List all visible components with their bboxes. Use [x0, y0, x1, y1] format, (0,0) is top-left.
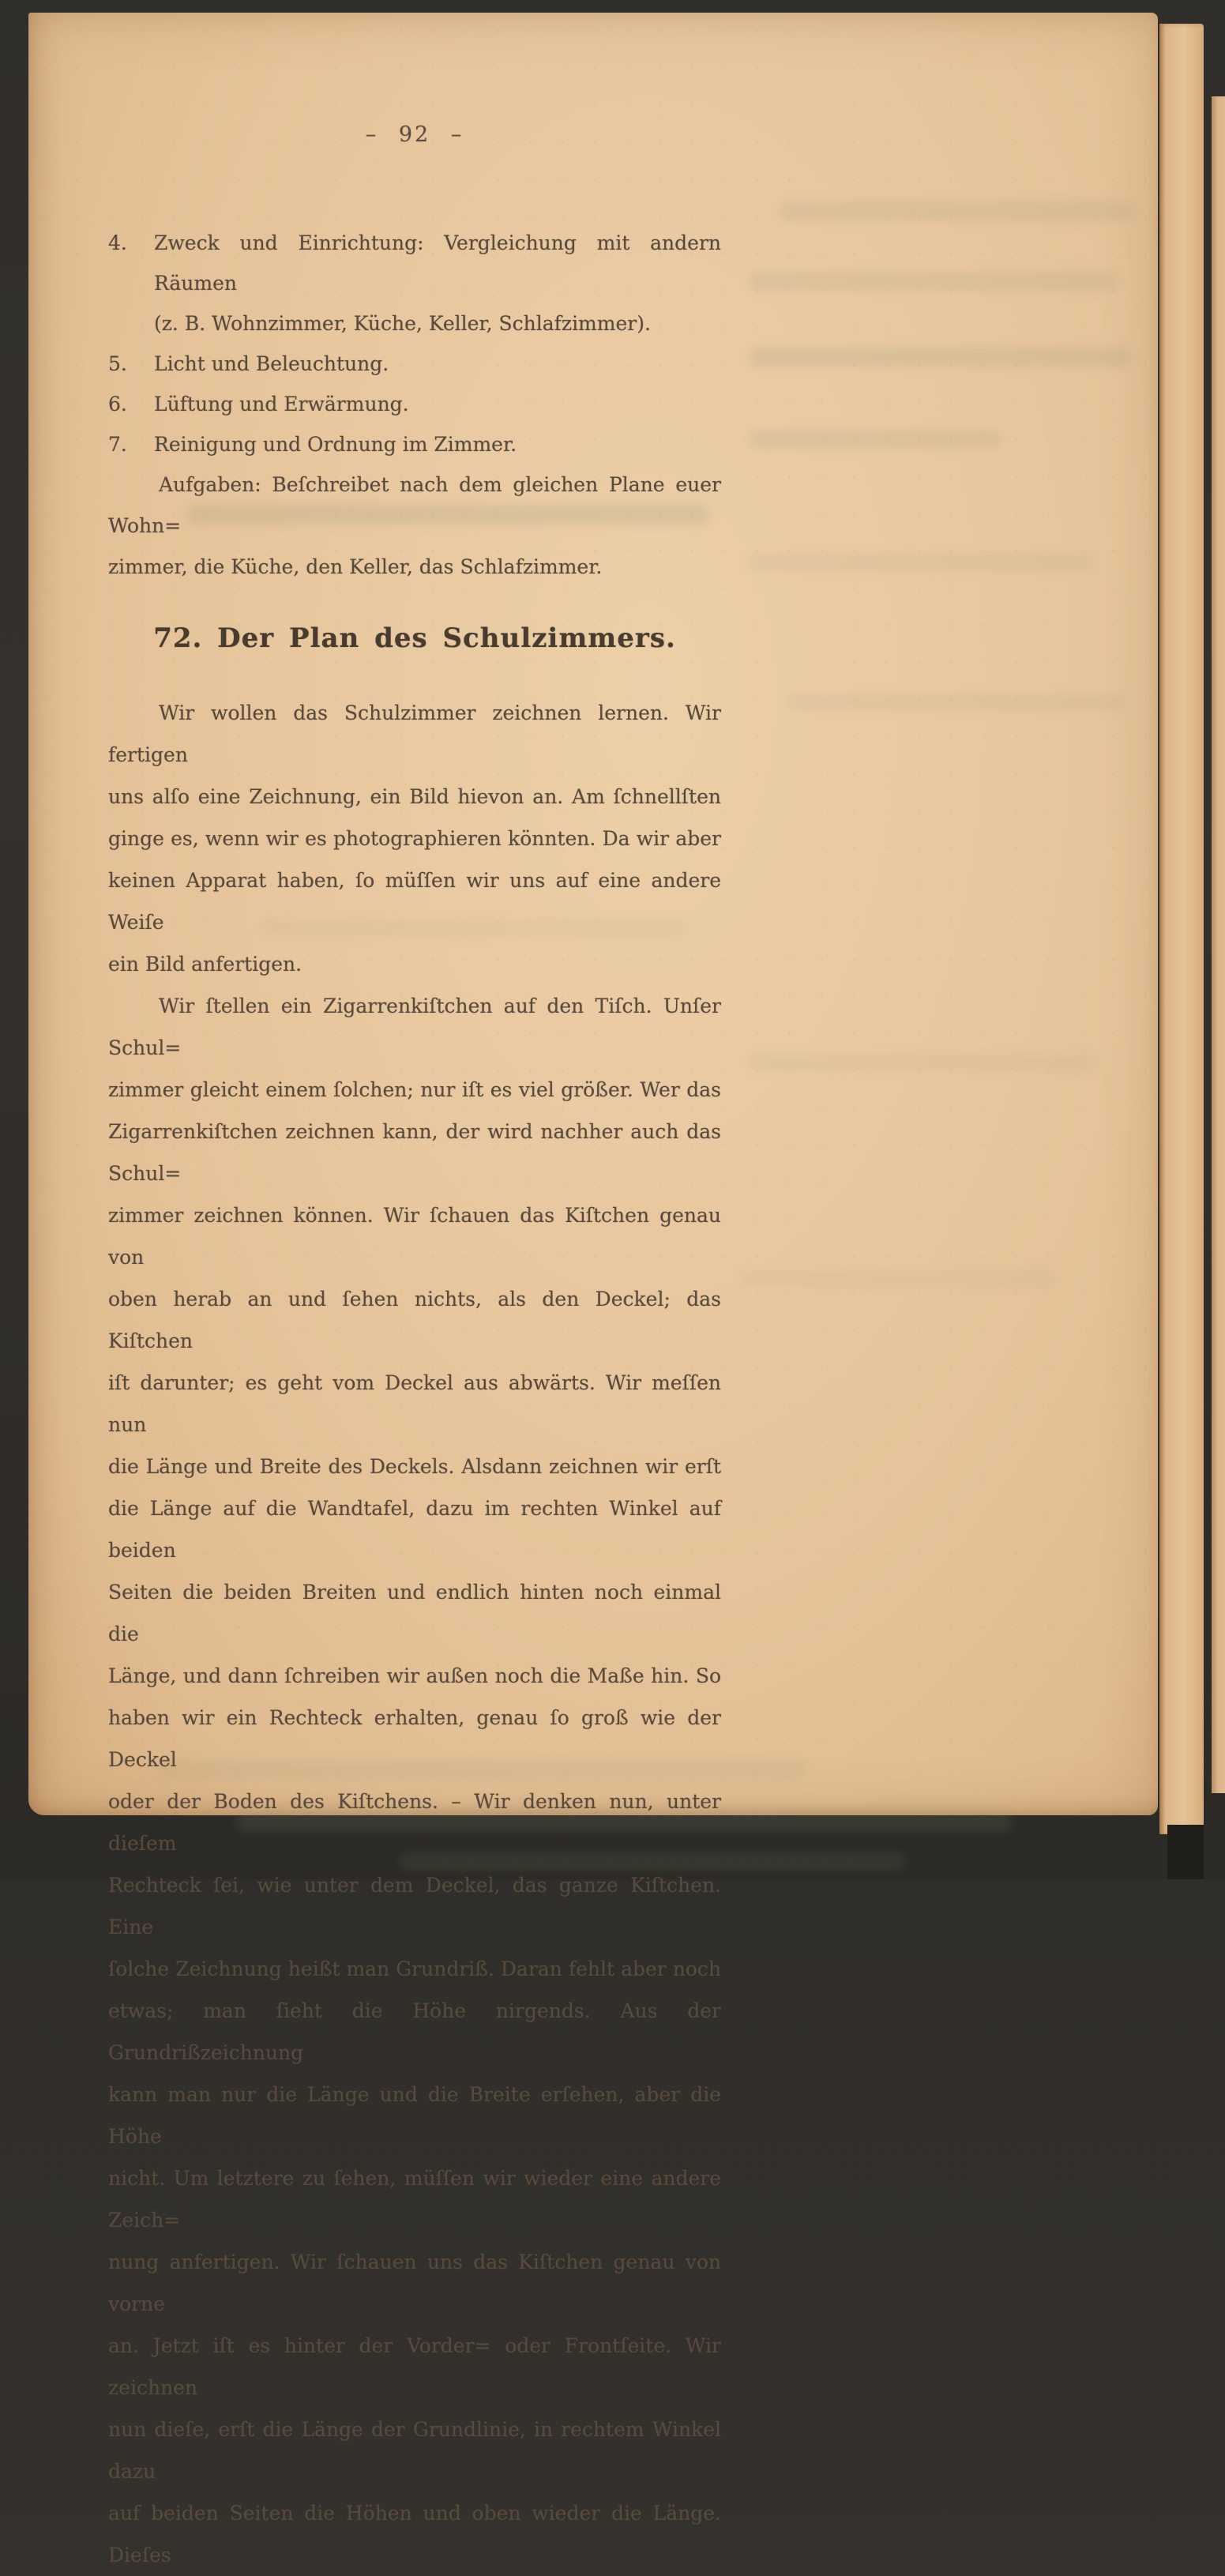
page-number: – 92 –	[365, 122, 464, 147]
ink-showthrough	[779, 201, 1136, 221]
text-line: zimmer zeichnen können. Wir ſchauen das Kiſtchen genau von	[108, 1204, 721, 1269]
text-line: ſolche Zeichnung heißt man Grundriß. Daran fehlt aber noch	[108, 1957, 721, 1980]
text-line: Zigarrenkiſtchen zeichnen kann, der wird nachher auch das Schul=	[108, 1120, 721, 1185]
text-line: haben wir ein Rechteck erhalten, genau ſo groß wie der Deckel	[108, 1706, 721, 1771]
text-line: die Länge auf die Wandtafel, dazu im rechten Winkel auf beiden	[108, 1497, 721, 1562]
paragraph	[108, 985, 721, 2576]
page-edge-sliver	[1212, 96, 1225, 1793]
text-line: Rechteck ſei, wie unter dem Deckel, das ganze Kiſtchen. Eine	[108, 1874, 721, 1939]
list-item	[108, 223, 721, 344]
text-line: ein Bild anfertigen.	[108, 953, 302, 976]
text-line: Wir ſtellen ein Zigarrenkiſtchen auf den Tiſch. Unſer Schul=	[108, 995, 721, 1059]
text-line: an. Jetzt iſt es hinter der Vorder= oder Frontſeite. Wir zeichnen	[108, 2334, 721, 2399]
text-line: iſt darunter; es geht vom Deckel aus abwärts. Wir meſſen nun	[108, 1371, 721, 1436]
text-line: auf beiden Seiten die Höhen und oben wieder die Länge. Dieſes	[108, 2502, 721, 2567]
list-item-number: 4.	[108, 231, 127, 254]
ink-showthrough	[749, 348, 1133, 367]
tasks-paragraph	[108, 464, 721, 588]
list-item-text	[154, 344, 721, 384]
ink-showthrough	[749, 553, 1096, 572]
text-line: uns alſo eine Zeichnung, ein Bild hievon an. Am ſchnellſten	[108, 785, 721, 808]
ink-showthrough	[749, 1054, 1096, 1071]
list-item-text	[154, 384, 721, 424]
text-line: Wir wollen das Schulzimmer zeichnen lernen. Wir fertigen	[108, 701, 721, 766]
page-gap-shadow	[1167, 1825, 1204, 1879]
text-line: nun dieſe, erſt die Länge der Grundlinie, in rechtem Winkel dazu	[108, 2418, 721, 2483]
section-heading: 72. Der Plan des Schulzimmers.	[153, 622, 676, 654]
text-line: Länge, und dann ſchreiben wir außen noch die Maße hin. So	[108, 1664, 721, 1687]
text-line: nung anfertigen. Wir ſchauen uns das Kiſtchen genau von vorne	[108, 2251, 721, 2315]
text-line: nicht. Um letztere zu ſehen, müſſen wir wieder eine andere Zeich=	[108, 2167, 721, 2232]
list-item-number: 5.	[108, 352, 127, 375]
list-item-number: 7.	[108, 433, 127, 456]
text-line: zimmer, die Küche, den Keller, das Schlafzimmer.	[108, 555, 603, 578]
page-content	[108, 118, 721, 2576]
list-item-number: 6.	[108, 393, 127, 416]
adjacent-page-edge	[1159, 24, 1204, 1834]
text-line: Licht und Beleuchtung.	[154, 352, 389, 375]
text-line: keinen Apparat haben, ſo müſſen wir uns auf eine andere Weiſe	[108, 869, 721, 934]
text-line: Zweck und Einrichtung: Vergleichung mit andern Räumen	[154, 231, 721, 295]
book-page	[28, 13, 1158, 2567]
text-line: oben herab an und ſehen nichts, als den Deckel; das Kiſtchen	[108, 1288, 721, 1352]
list-item-text	[154, 424, 721, 464]
list-item	[108, 424, 721, 464]
text-line: zimmer gleicht einem ſolchen; nur iſt es viel größer. Wer das	[108, 1078, 721, 1101]
ink-showthrough	[739, 1270, 1055, 1288]
text-line: Lüftung und Erwärmung.	[154, 393, 409, 416]
text-line: die Länge und Breite des Deckels. Alsdann zeichnen wir erſt	[108, 1455, 721, 1478]
ink-showthrough	[749, 430, 1001, 449]
text-line: Seiten die beiden Breiten und endlich hinten noch einmal die	[108, 1581, 721, 1645]
text-line: Aufgaben: Beſchreibet nach dem gleichen Plane euer Wohn=	[108, 473, 721, 537]
numbered-list	[108, 223, 721, 464]
text-line: kann man nur die Länge und die Breite erſehen, aber die Höhe	[108, 2083, 721, 2148]
ink-showthrough	[749, 272, 1118, 291]
text-line: oder der Boden des Kiſtchens. – Wir denken nun, unter dieſem	[108, 1790, 721, 1855]
text-line: Reinigung und Ordnung im Zimmer.	[154, 433, 517, 456]
paragraph	[108, 692, 721, 985]
text-line: etwas; man ſieht die Höhe nirgends. Aus der Grundrißzeichnung	[108, 1999, 721, 2064]
list-item-text	[154, 223, 721, 344]
text-line: ginge es, wenn wir es photographieren könnten. Da wir aber	[108, 827, 721, 850]
ink-showthrough	[787, 694, 1126, 711]
list-item	[108, 384, 721, 424]
text-line: (z. B. Wohnzimmer, Küche, Keller, Schlafzimmer).	[154, 312, 651, 335]
list-item	[108, 344, 721, 384]
